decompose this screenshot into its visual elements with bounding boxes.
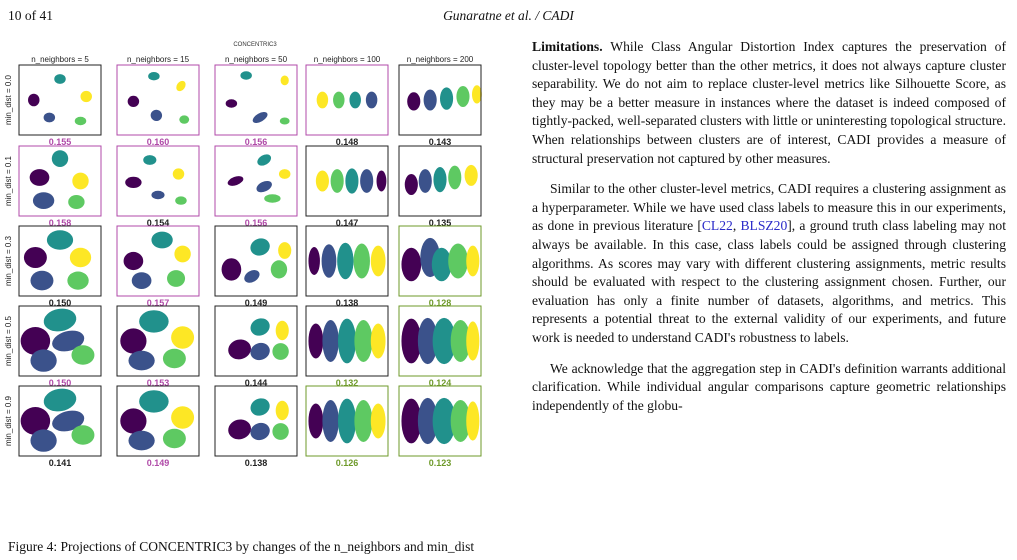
cluster-blob — [405, 174, 418, 195]
projection-panel — [19, 65, 101, 147]
cluster-blob — [226, 337, 253, 362]
projection-panel — [117, 65, 199, 147]
figure-umap-grid — [0, 36, 520, 536]
projection-panel — [19, 386, 101, 468]
cluster-blob — [226, 417, 253, 442]
cluster-blob — [171, 406, 194, 428]
cluster-blob — [308, 324, 323, 359]
cluster-blob — [222, 258, 242, 280]
cluster-blob — [151, 232, 172, 249]
cluster-blob — [317, 92, 328, 109]
projection-panel — [19, 146, 101, 228]
cluster-blob — [171, 326, 194, 348]
projection-panel — [306, 226, 388, 308]
cluster-blob — [44, 113, 55, 123]
cluster-blob — [163, 429, 186, 449]
cluster-blob — [322, 320, 338, 362]
cadi-score: 0.149 — [244, 298, 268, 308]
page-number: 10 of 41 — [8, 8, 53, 23]
cluster-blob — [148, 72, 159, 80]
cadi-score: 0.156 — [244, 137, 268, 147]
cluster-blob — [272, 343, 288, 360]
cluster-blob — [139, 310, 169, 332]
cluster-blob — [71, 425, 94, 445]
cluster-blob — [371, 324, 386, 359]
cluster-blob — [240, 71, 251, 79]
projection-panel — [117, 306, 199, 388]
cluster-blob — [128, 351, 154, 371]
cluster-blob — [81, 91, 92, 102]
cluster-blob — [47, 230, 73, 250]
cluster-blob — [377, 171, 387, 192]
cadi-score: 0.144 — [244, 378, 268, 388]
cluster-blob — [255, 152, 273, 168]
panel-frame — [215, 146, 297, 216]
cluster-blob — [143, 155, 156, 165]
text-column — [532, 38, 1006, 427]
cluster-blob — [322, 244, 337, 278]
cluster-blob — [120, 328, 146, 353]
column-label: n_neighbors = 100 — [313, 55, 381, 64]
cluster-blob — [440, 87, 453, 109]
cluster-blob — [54, 74, 65, 84]
cluster-blob — [42, 306, 78, 334]
cluster-blob — [174, 246, 190, 263]
cadi-score: 0.132 — [335, 378, 359, 388]
cluster-blob — [345, 168, 358, 193]
cluster-blob — [331, 169, 344, 193]
cluster-blob — [75, 117, 86, 125]
cadi-score: 0.160 — [146, 137, 170, 147]
cluster-blob — [179, 115, 189, 123]
cluster-blob — [132, 272, 152, 289]
projection-panel — [306, 65, 388, 147]
row-label: min_dist = 0.1 — [4, 155, 13, 207]
cluster-blob — [28, 94, 39, 107]
cluster-blob — [465, 165, 478, 186]
projection-panel — [306, 146, 388, 228]
panel-frame — [215, 306, 297, 376]
cluster-blob — [248, 420, 272, 443]
cadi-score: 0.124 — [428, 378, 452, 388]
projection-panel — [19, 226, 101, 308]
paragraph-limitations — [532, 38, 1006, 168]
cluster-blob — [30, 429, 56, 451]
cluster-blob — [279, 169, 290, 179]
cluster-blob — [264, 194, 280, 202]
cadi-score: 0.150 — [48, 378, 72, 388]
column-label: n_neighbors = 200 — [406, 55, 474, 64]
projection-panel — [399, 65, 482, 147]
cluster-blob — [30, 271, 53, 291]
projection-panel — [117, 226, 199, 308]
cluster-blob — [338, 399, 356, 444]
citation-link[interactable]: BLSZ20 — [740, 218, 788, 234]
cluster-blob — [338, 319, 356, 364]
cadi-score: 0.143 — [428, 137, 452, 147]
row-label: min_dist = 0.3 — [4, 235, 13, 287]
cadi-score: 0.126 — [335, 458, 359, 468]
paragraph-clustering — [532, 180, 1006, 347]
text-citesep: , — [732, 218, 741, 234]
cadi-score: 0.158 — [48, 218, 72, 228]
cluster-blob — [149, 108, 165, 123]
row-label: min_dist = 0.0 — [4, 74, 13, 126]
projection-panel — [215, 65, 297, 147]
cluster-blob — [424, 90, 437, 111]
cluster-blob — [308, 247, 319, 275]
cluster-blob — [70, 248, 91, 268]
cadi-score: 0.154 — [146, 218, 170, 228]
cluster-blob — [456, 86, 469, 107]
cluster-blob — [72, 173, 88, 190]
cadi-score: 0.123 — [428, 458, 452, 468]
cadi-score: 0.156 — [244, 218, 268, 228]
cluster-blob — [163, 349, 186, 369]
projection-panel — [399, 386, 481, 468]
cluster-blob — [71, 345, 94, 365]
projection-panel — [306, 386, 388, 468]
cluster-blob — [337, 243, 353, 279]
cluster-blob — [248, 315, 273, 339]
cadi-score: 0.135 — [428, 218, 452, 228]
figure-caption: Figure 4: Projections of CONCENTRIC3 by changes of the n_neighbors and min_dist — [8, 539, 475, 554]
cluster-blob — [242, 267, 262, 285]
cluster-blob — [433, 167, 446, 192]
cluster-blob — [360, 169, 373, 193]
cluster-blob — [366, 92, 377, 109]
cluster-blob — [271, 260, 287, 278]
cadi-score: 0.155 — [48, 137, 72, 147]
cluster-blob — [139, 390, 169, 412]
cadi-score: 0.150 — [48, 298, 72, 308]
cluster-blob — [276, 321, 289, 341]
cluster-blob — [251, 110, 269, 125]
paragraph-aggregation — [532, 360, 1006, 416]
cluster-blob — [30, 349, 56, 371]
cluster-blob — [174, 79, 187, 93]
cluster-blob — [68, 195, 84, 209]
running-title: Gunaratne et al. / CADI — [443, 8, 574, 23]
cluster-blob — [255, 179, 274, 195]
cluster-blob — [30, 169, 50, 186]
cluster-blob — [401, 248, 421, 282]
cluster-blob — [322, 400, 338, 442]
text-p2a: Similar to the other cluster-level metrics, CADI requires a clustering assignment as a hyperparameter. While we have used class labels to measure this in our experiments, as done in previous literature [ — [532, 181, 1006, 234]
cluster-blob — [124, 252, 144, 270]
cluster-blob — [125, 177, 141, 188]
cluster-blob — [466, 321, 479, 360]
panel-frame — [215, 386, 297, 456]
cluster-blob — [333, 92, 344, 109]
projection-panel — [215, 386, 297, 468]
cluster-blob — [175, 196, 186, 204]
cluster-blob — [472, 85, 482, 103]
cluster-blob — [419, 169, 432, 193]
cluster-blob — [173, 168, 184, 179]
cluster-blob — [371, 404, 386, 439]
figure-title: CONCENTRIC3 — [233, 42, 277, 48]
cluster-blob — [308, 404, 323, 439]
cadi-score: 0.138 — [335, 298, 359, 308]
text-p2b: ], a ground truth class labeling may not always be available. In this case, class labels could be assigned through clustering algorithms. As scores may vary with different clustering assignments, metric results should be evaluated with respect to the clustering assignment chosen. Further, our evaluation has only a finite number of datasets, algorithms, and metrics. This represents a potential threat to the external validity of our experiments, and future work is needed to understand CADI's robustness to labels. — [532, 218, 1006, 345]
row-label: min_dist = 0.9 — [4, 395, 13, 447]
cadi-score: 0.138 — [244, 458, 268, 468]
projection-panel — [215, 226, 297, 308]
column-label: n_neighbors = 50 — [224, 55, 288, 64]
cluster-blob — [52, 150, 68, 167]
cluster-blob — [120, 408, 146, 433]
cluster-blob — [466, 246, 479, 277]
cluster-blob — [67, 272, 88, 290]
cluster-blob — [280, 118, 290, 125]
cluster-blob — [167, 270, 185, 287]
cluster-blob — [278, 242, 291, 259]
cluster-blob — [354, 320, 372, 362]
cadi-score: 0.157 — [146, 298, 170, 308]
cluster-blob — [42, 386, 78, 414]
heading-limitations: Limitations. — [532, 39, 603, 54]
cadi-score: 0.147 — [335, 218, 359, 228]
projection-panel — [215, 306, 297, 388]
cluster-blob — [349, 92, 360, 109]
cluster-blob — [371, 246, 386, 277]
cadi-score: 0.141 — [48, 458, 72, 468]
cadi-score: 0.148 — [335, 137, 359, 147]
cluster-blob — [151, 191, 164, 199]
cadi-score: 0.149 — [146, 458, 170, 468]
column-label: n_neighbors = 5 — [31, 55, 89, 64]
cluster-blob — [33, 192, 54, 209]
text-limitations: While Class Angular Distortion Index captures the preservation of cluster-level topology better than the other metrics, it does not always capture cluster separability. We do not aim to replace cluster-level metrics like Silhouette Score, as they may be a better measure in instances where the dataset is indeed composed of tightly-packed, well-separated clusters with little or uninteresting topological structure. When relationships between clusters are of interest, CADI provides a measure of structural preservation not captured by other measures. — [532, 39, 1006, 166]
cluster-blob — [407, 92, 420, 110]
cluster-blob — [248, 395, 273, 419]
projection-panel — [399, 146, 481, 228]
cluster-blob — [448, 166, 461, 190]
cluster-blob — [248, 236, 272, 259]
cadi-score: 0.128 — [428, 298, 452, 308]
projection-panel — [117, 146, 199, 228]
cluster-blob — [24, 247, 47, 268]
cadi-score: 0.153 — [146, 378, 170, 388]
cluster-blob — [281, 76, 289, 86]
cluster-blob — [354, 244, 370, 279]
text-p3: We acknowledge that the aggregation step in CADI's definition warrants additional clarification. While individual angular comparisons capture geometric relationships independently of the globu- — [532, 360, 1006, 413]
cluster-blob — [316, 171, 329, 192]
projection-panel — [19, 306, 101, 388]
cluster-blob — [226, 174, 244, 188]
cluster-blob — [354, 400, 372, 442]
cluster-blob — [276, 401, 289, 421]
cluster-blob — [248, 340, 272, 363]
cluster-blob — [466, 401, 479, 440]
projection-panel — [306, 306, 388, 388]
column-label: n_neighbors = 15 — [126, 55, 190, 64]
projection-panel — [399, 226, 481, 308]
citation-link[interactable]: CL22 — [701, 218, 733, 234]
projection-panel — [215, 146, 297, 228]
cluster-blob — [448, 244, 468, 279]
projection-panel — [399, 306, 481, 388]
cluster-blob — [128, 96, 139, 107]
cluster-blob — [226, 99, 237, 107]
cluster-blob — [272, 423, 288, 440]
row-label: min_dist = 0.5 — [4, 315, 13, 367]
projection-panel — [117, 386, 199, 468]
cluster-blob — [128, 431, 154, 451]
